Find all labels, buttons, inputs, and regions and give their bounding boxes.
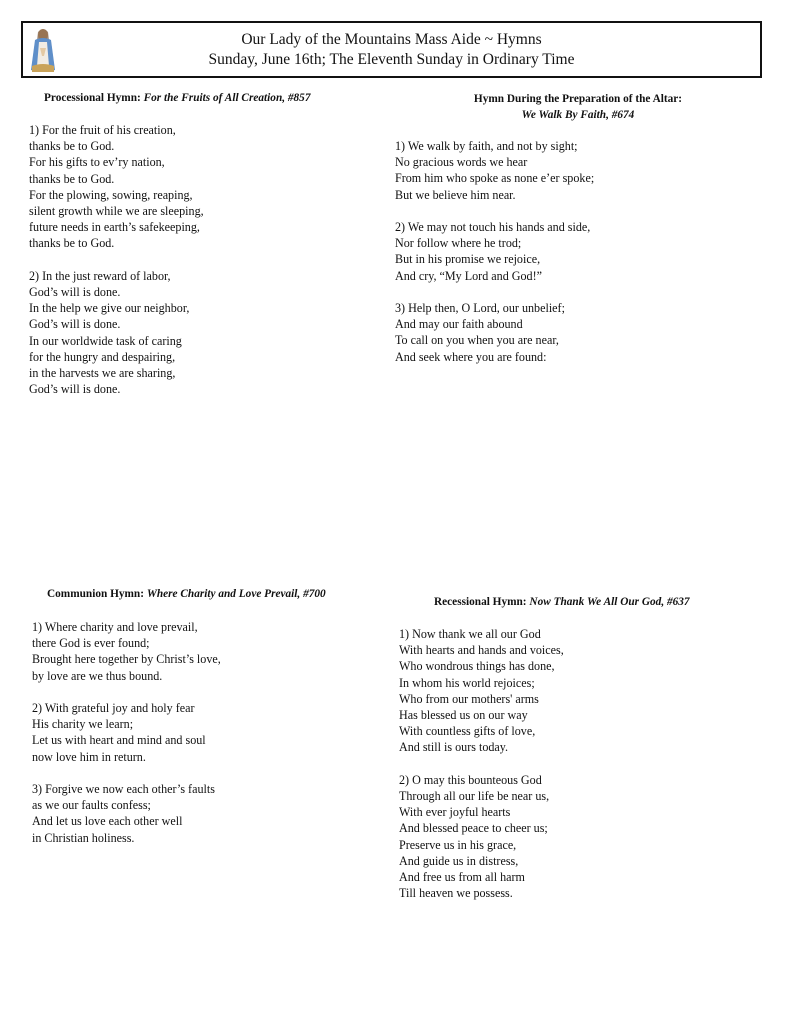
hymn-title: Where Charity and Love Prevail, #700	[146, 588, 326, 600]
verse-line: And may our faith abound	[395, 317, 523, 332]
verse-line: Preserve us in his grace,	[399, 837, 517, 852]
verse-line: God’s will is done.	[29, 382, 121, 397]
hymn-title: Now Thank We All Our God, #637	[529, 596, 690, 608]
recessional-hymn-verses	[399, 626, 564, 918]
verse-line: 1) Where charity and love prevail,	[32, 620, 198, 634]
verse-1	[395, 138, 594, 203]
verse-line: by love are we thus bound.	[32, 668, 163, 683]
page-subtitle: Sunday, June 16th; The Eleventh Sunday in Ordinary Time	[208, 51, 575, 68]
verse-2	[395, 219, 594, 284]
verse-line: Nor follow where he trod;	[395, 236, 522, 251]
verse-line: 2) We may not touch his hands and side,	[395, 220, 591, 234]
preparation-hymn-heading	[400, 91, 756, 123]
verse-2	[399, 772, 564, 902]
verse-line: And cry, “My Lord and God!”	[395, 268, 542, 283]
verse-1	[32, 619, 221, 684]
verse-line: Has blessed us on our way	[399, 708, 528, 723]
verse-line: 3) Forgive we now each other’s faults	[32, 782, 215, 796]
verse-line: Through all our life be near us,	[399, 789, 550, 804]
hymn-label: Processional Hymn:	[44, 92, 141, 104]
verse-line: No gracious words we hear	[395, 155, 528, 170]
verse-line: future needs in earth’s safekeeping,	[29, 220, 200, 235]
verse-line: silent growth while we are sleeping,	[29, 204, 204, 219]
verse-1	[29, 122, 204, 252]
verse-1	[399, 626, 564, 756]
verse-line: now love him in return.	[32, 749, 146, 764]
hymn-title: We Walk By Faith, #674	[521, 109, 635, 121]
verse-line: But in his promise we rejoice,	[395, 252, 541, 267]
verse-line: thanks be to God.	[29, 171, 115, 186]
processional-hymn-heading	[44, 92, 310, 104]
verse-line: 1) Now thank we all our God	[399, 627, 541, 641]
verse-line: 3) Help then, O Lord, our unbelief;	[395, 301, 565, 315]
hymn-label: Recessional Hymn:	[434, 596, 527, 608]
hymn-label: Communion Hymn:	[47, 588, 144, 600]
verse-3	[32, 781, 221, 846]
verse-line: Who wondrous things has done,	[399, 659, 555, 674]
verse-line: In the help we give our neighbor,	[29, 301, 190, 316]
verse-line: 1) For the fruit of his creation,	[29, 123, 176, 137]
verse-line: 1) We walk by faith, and not by sight;	[395, 139, 578, 153]
verse-line: in Christian holiness.	[32, 830, 135, 845]
hymn-title: For the Fruits of All Creation, #857	[143, 92, 311, 104]
verse-line: But we believe him near.	[395, 187, 516, 202]
processional-hymn-verses	[29, 122, 204, 414]
verse-line: And blessed peace to cheer us;	[399, 821, 548, 836]
verse-line: And let us love each other well	[32, 814, 183, 829]
verse-line: His charity we learn;	[32, 717, 134, 732]
verse-line: And still is ours today.	[399, 740, 509, 755]
verse-line: 2) In the just reward of labor,	[29, 268, 171, 283]
verse-line: With hearts and hands and voices,	[399, 643, 564, 658]
verse-line: And seek where you are found:	[395, 349, 547, 364]
verse-line: For his gifts to ev’ry nation,	[29, 155, 165, 170]
verse-line: 2) O may this bounteous God	[399, 772, 542, 787]
verse-line: God’s will is done.	[29, 285, 121, 300]
verse-line: From him who spoke as none e’er spoke;	[395, 171, 595, 186]
verse-line: Brought here together by Christ’s love,	[32, 652, 221, 667]
verse-line: as we our faults confess;	[32, 798, 151, 813]
verse-line: there God is ever found;	[32, 636, 150, 651]
verse-line: To call on you when you are near,	[395, 333, 559, 348]
verse-2	[32, 700, 221, 765]
verse-line: Who from our mothers' arms	[399, 691, 539, 706]
verse-line: thanks be to God.	[29, 236, 115, 251]
verse-line: With countless gifts of love,	[399, 724, 536, 739]
verse-line: With ever joyful hearts	[399, 805, 511, 820]
verse-line: thanks be to God.	[29, 139, 115, 154]
communion-hymn-heading	[47, 588, 326, 600]
verse-line: Till heaven we possess.	[399, 886, 513, 901]
verse-2	[29, 268, 204, 398]
page-title: Our Lady of the Mountains Mass Aide ~ Hymns	[241, 31, 542, 48]
verse-line: And free us from all harm	[399, 870, 525, 885]
header-box	[21, 21, 762, 78]
hymn-label: Hymn During the Preparation of the Altar:	[473, 93, 683, 105]
verse-line: Let us with heart and mind and soul	[32, 733, 206, 748]
verse-line: in the harvests we are sharing,	[29, 366, 176, 381]
verse-line: for the hungry and despairing,	[29, 349, 176, 364]
verse-3	[395, 300, 594, 365]
verse-line: In whom his world rejoices;	[399, 675, 535, 690]
communion-hymn-verses	[32, 619, 221, 862]
verse-line: In our worldwide task of caring	[29, 333, 182, 348]
verse-line: And guide us in distress,	[399, 853, 519, 868]
verse-line: 2) With grateful joy and holy fear	[32, 701, 195, 715]
recessional-hymn-heading	[434, 596, 690, 608]
preparation-hymn-verses	[395, 138, 594, 381]
verse-line: God’s will is done.	[29, 317, 121, 332]
verse-line: For the plowing, sowing, reaping,	[29, 187, 193, 202]
